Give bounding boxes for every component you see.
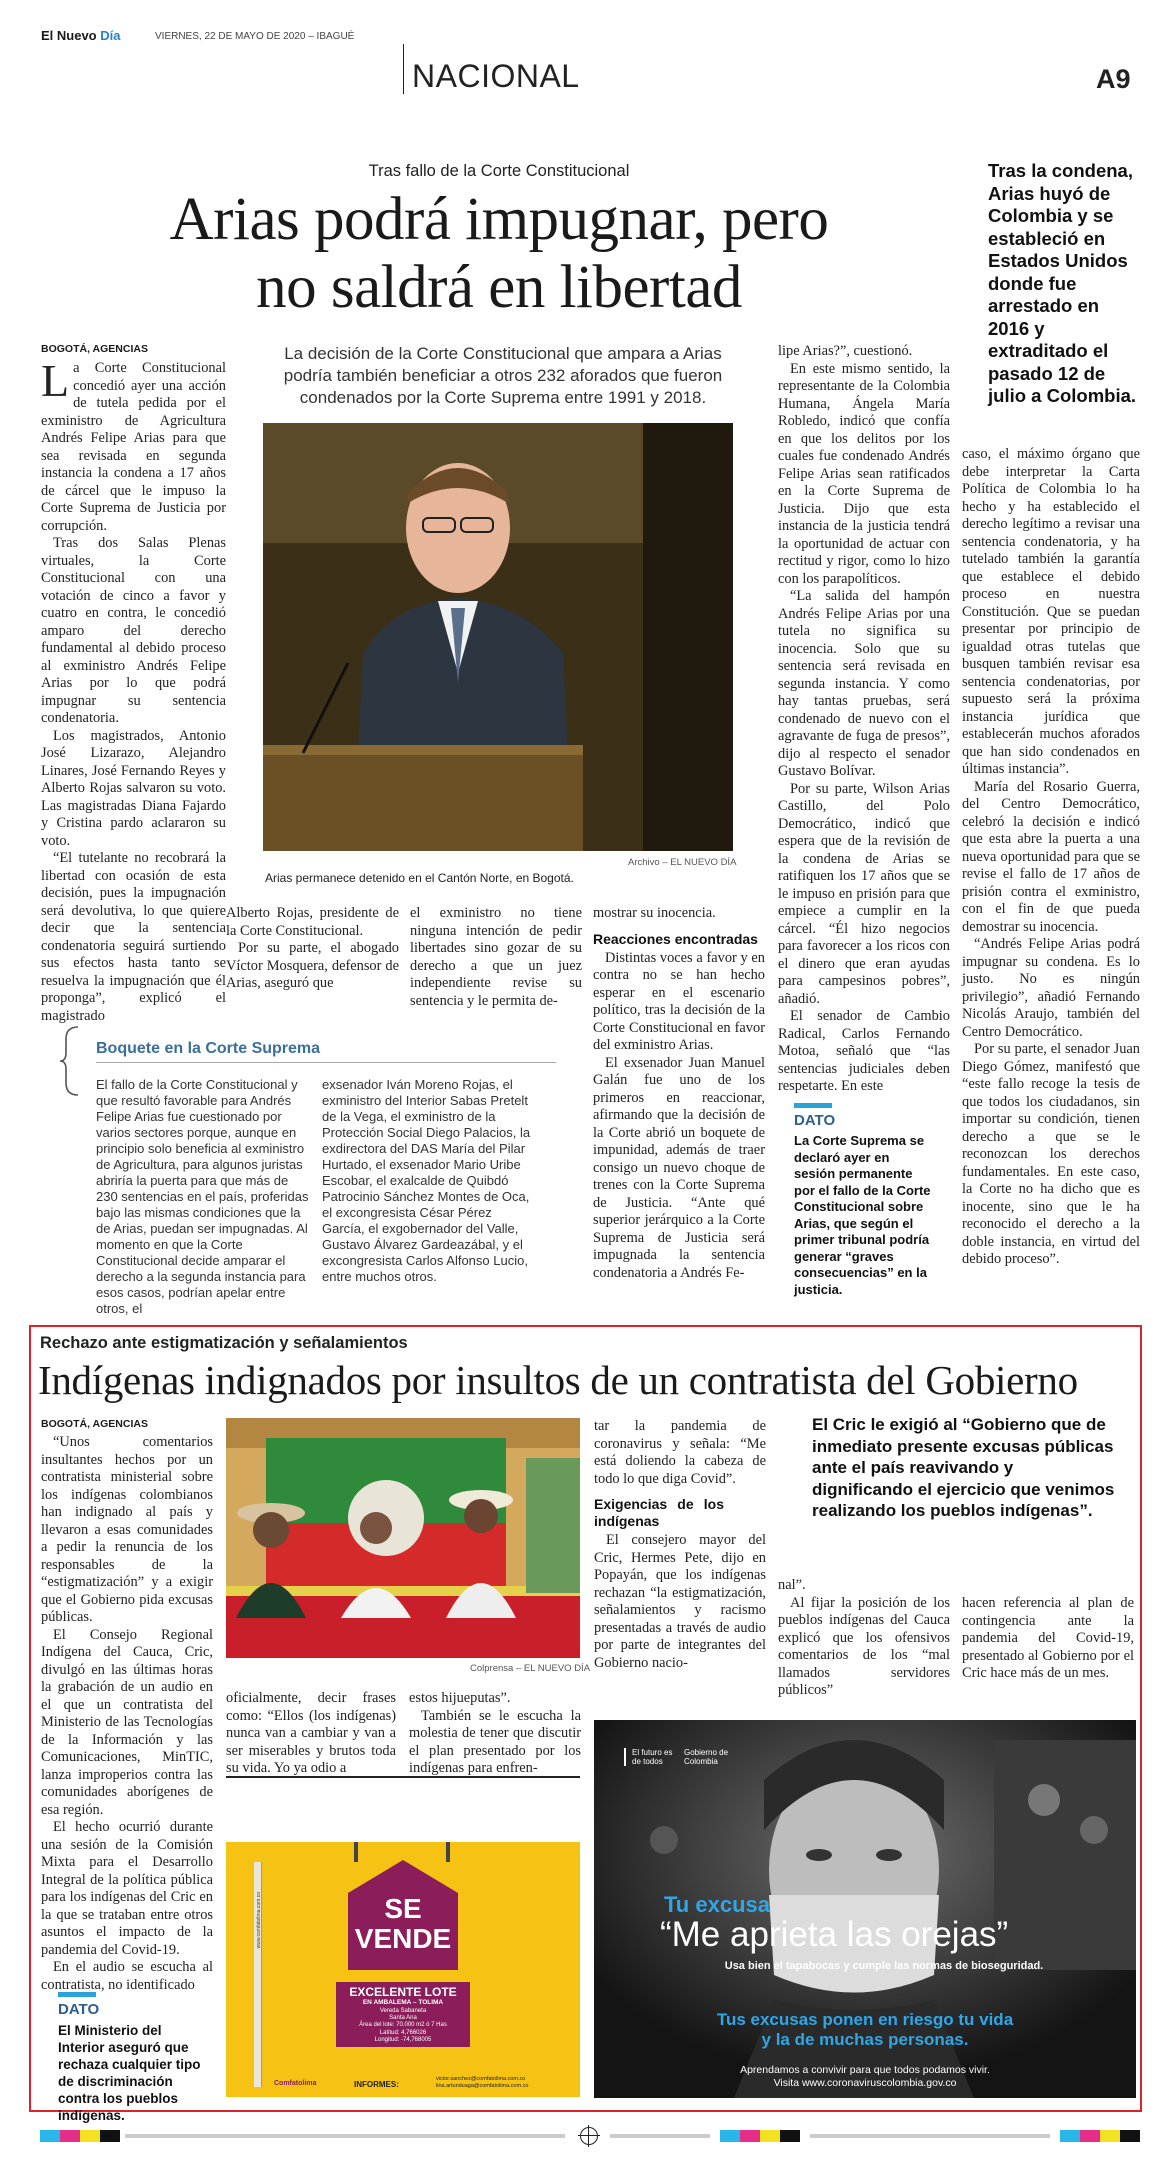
paragraph: Por su parte, el abogado Víctor Mosquera, defensor de Arias, aseguró que [226,940,399,991]
box-rule [96,1062,556,1063]
paragraph: María del Rosario Guerra, del Centro Democrático, celebró la decisión e indicó que esta abre la puerta a una nueva oportunidad para que se revise el fallo de 17 años de prisión contra el exministro, con el fin de que pueda demostrar su inocencia. [962,778,1140,935]
ad-detail-line: Longitud: -74,768005 [374,2036,432,2043]
paragraph: “Andrés Felipe Arias podrá impugnar su condena. Es lo justo. No es ningún privilegio”, añadió Fernando Nicolás Araujo, también del Centro Democrático. [962,936,1140,1040]
headline-line-1: Arias podrá impugnar, pero [169,186,829,253]
ad-gov-foot-line: Aprendamos a convivir para que todos podamos vivir. [740,2064,990,2076]
ad-lote-panel [336,1982,470,2047]
dato-label: DATO [58,2001,100,2018]
box-title: Boquete en la Corte Suprema [96,1040,321,1057]
ad-details [336,2008,470,2044]
dato-accent [58,1992,96,1997]
paragraph: Los magistrados, Antonio José Lizarazo, Alejandro Linares, José Fernando Reyes y Alberto Rojas salvaron su voto. Las magistradas Diana Fajardo y Cristina pardo aclararon su voto. [41,727,226,849]
article1-headline [40,186,958,322]
paragraph: “El tutelante no recobrará la libertad con ocasión de esta decisión, pues la impugnación será devolutiva, lo que quiere decir que la sentencia condenatoria seguirá surtiendo sus efectos hasta tanto se resuelva la impugnación que él proponga”, explicó el magistrado [41,850,226,1024]
article2-kicker: Rechazo ante estigmatización y señalamientos [40,1334,408,1352]
article1-col-1 [41,355,226,1025]
ad-vertical-url: www.comfatolima.com.co [256,1892,262,1949]
paragraph: oficialmente, decir frases como: “Ellos (los indígenas) nunca van a cambiar y van a ser miserables y brutos toda su vida. Yo ya odio a [226,1690,396,1776]
paragraph: caso, el máximo órgano que debe interpretar la Carta Política de Colombia lo ha hecho y ha establecido el derecho legítimo a revisar una sentencia condenatoria, y ha tutelado también la garantía que establece el debido proceso en nuestra Constitución. Que se puedan presentar por principio de igualdad otras tutelas que busquen también revisar esa sentencia condenatorias, por supuesto será la próxima instancia jurídica que establecerán muchos aforados que han sido condenados en últimas instancia”. [962,446,1140,777]
color-bar [40,2130,120,2142]
ad-detail-line: Área del lote: 70.000 m2 ó 7 Has [359,2022,447,2029]
paragraph: El consejero mayor del Cric, Hermes Pete, dijo en Popayán, que los indígenas rechazan “la estigmatización, señalamientos y racismo presentadas a través de audio por parte de integrantes del Gobierno nacio- [594,1532,766,1671]
registration-mark-icon [580,2127,598,2145]
ad-gov-sub: Usa bien el tapabocas y cumple las normas de bioseguridad. [724,1960,1044,1972]
ad-detail-line: Latitud: 4,766026 [379,2029,427,2036]
article1-kicker: Tras fallo de la Corte Constitucional [368,162,630,180]
dato-label: DATO [794,1112,836,1129]
article2-photo-credit: Colprensa – EL NUEVO DÍA [470,1663,591,1674]
dato-text: El Ministerio del Interior aseguró que rechaza cualquier tipo de discriminación contra los pueblos indígenas. [58,2023,201,2123]
color-bar [1060,2130,1140,2142]
article1-photo-caption: Arias permanece detenido en el Cantón Norte, en Bogotá. [265,871,574,885]
section-title: NACIONAL [412,58,580,94]
paragraph: Tras dos Salas Plenas virtuales, la Corte Constitucional con una votación de cinco a favor y cuatro en contra, le concedió amparo del derecho fundamental al debido proceso al exministro Andrés Felipe Arias por lo que podrá impugnar su sentencia condenatoria. [41,535,226,726]
article2-col-6 [962,1595,1134,1683]
article2-col-5 [778,1577,950,1700]
article2-photo [226,1418,580,1658]
ad-gov-quote: “Me aprieta las orejas” [660,1915,1009,1954]
article2-col-2 [226,1690,396,1778]
photo-indigenas-illustration [226,1418,580,1658]
ad-gov-message [614,2010,1116,2050]
masthead-logo [41,28,120,43]
paragraph: El Consejo Regional Indígena del Cauca, Cric, divulgó en las últimas horas la grabación de un audio en el que un contratista del Ministerio de las Tecnologías de la Información y las Comunicaciones, MinTIC, lanza improperios contra las comunidades aborígenes de esa región. [41,1626,213,1818]
dato-text: La Corte Suprema se declaró ayer en sesión permanente por el fallo de la Corte Constitucional sobre Arias, que según el primer tribunal podría generar “graves consecuencias” en la justicia. [794,1133,931,1297]
dropcap: L [41,355,70,406]
section-divider [403,44,404,94]
ad-subtitle: EN AMBALEMA – TOLIMA [362,1999,444,2006]
article1-col-2 [226,905,399,993]
article1-photo [263,423,733,851]
subhead: Exigencias de los indígenas [594,1496,724,1529]
paragraph: estos hijueputas”. [409,1690,511,1706]
box-col-1: El fallo de la Corte Constitucional y que resultó favorable para Andrés Felipe Arias fue cuestionado por varios sectores porque, aunque en principio solo beneficia al exministro de Agricultura, para algunos juristas abriría la puerta para que más de 230 sentencias en el país, proferidas bajo las mismas condiciones que la de Arias, puedan ser impugnadas. Al momento en que la Corte Constitucional decide amparar el derecho a la segunda instancia para esos casos, podrían apelar entre otros, el [96,1077,309,1316]
article1-pullquote: Tras la condena, Arias huyó de Colombia y se estableció en Estados Unidos donde fue arrestado en 2016 y extraditado el pasado 12 de julio a Colombia. [988,160,1137,406]
dato-accent [794,1103,832,1108]
paragraph: El senador de Cambio Radical, Carlos Fernando Motoa, señaló que “las sentencias judiciales deben respetarte. En este [778,1008,950,1094]
ad-lote [226,1842,580,2097]
ad-gov-logo-a: El futuro es de todos [624,1748,680,1766]
chain-left [354,1842,358,1862]
paragraph: hacen referencia al plan de contingencia ante la pandemia del Covid-19, presentado al Gobierno por el Cric hace más de un mes. [962,1595,1134,1681]
article1-dato [794,1103,934,1298]
ad-contact: victor.sanchez@comfatolima.com.co [436,2076,526,2082]
paragraph: El exsenador Juan Manuel Galán fue uno de los primeros en reaccionar, afirmando que la decisión de la Corte abrió un boquete de impunidad, además de traer consigo un nuevo choque de trenes con la Corte Suprema de Justicia. “Ante qué superior jerárquico a la Corte Suprema de Justicia será impugnada la sentencia condenatoria a Andrés Fe- [593,1054,765,1281]
paragraph: el exministro no tiene ninguna intención de pedir libertades sino gozar de su derecho a que un juez independiente revise su sentencia y le permita de- [410,905,582,1009]
paragraph: “Unos comentarios insultantes hechos por un contratista ministerial sobre los indígenas colombianos han indignado al país y llevaron a esas comunidades a pedir la renuncia de los responsables de la “estigmatización” y a exigir que el Gobierno pida excusas públicas. [41,1434,213,1625]
ad-gov-logo-b: Gobierno de Colombia [684,1748,729,1766]
brace-icon [58,1025,84,1097]
paragraph: nal”. [778,1577,806,1593]
article1-col-4 [593,905,765,1282]
paragraph: “La salida del hampón Andrés Felipe Arias por una tutela no significa su inocencia. Solo que su sentencia será revisada en segunda instancia. Y como hay tantas pruebas, será condenado de nuevo con el agravante de fuga de presos”, dijo al respecto el senador Gustavo Bolívar. [778,588,950,779]
ad-se-vende [348,1894,458,1954]
article2-dato [58,1992,208,2124]
article1-photo-credit: Archivo – EL NUEVO DÍA [628,857,737,868]
ad-contacts [436,2076,528,2090]
ad-title: EXCELENTE LOTE [349,1985,457,1999]
color-bar [720,2130,800,2142]
article1-col-5 [778,343,950,1096]
article1-byline: BOGOTÁ, AGENCIAS [41,343,148,355]
article2-byline: BOGOTÁ, AGENCIAS [41,1418,148,1430]
subhead: Reacciones encontradas [593,930,758,947]
article1-col-6 [962,446,1140,1269]
registration-rule [125,2134,565,2138]
logo-text-accent: Día [100,28,121,43]
ad-gobierno [594,1720,1136,2098]
ad-vende: VENDE [354,1923,452,1954]
photo-arias-illustration [263,423,733,851]
paragraph: Alberto Rojas, presidente de la Corte Constitucional. [226,905,399,939]
ad-informes: INFORMES: [354,2080,399,2089]
registration-rule [810,2134,1050,2138]
ad-gov-footer [614,2064,1116,2090]
dateline: VIERNES, 22 DE MAYO DE 2020 – IBAGUÉ [155,31,355,42]
chain-right [446,1842,450,1862]
article1-col-3 [410,905,582,1010]
ad-gov-foot-line: Visita www.coronaviruscolombia.gov.co [773,2077,957,2089]
registration-rule [610,2134,710,2138]
paragraph: a Corte Constitucional concedió ayer una acción de tutela pedida por el exministro de Agricultura Andrés Felipe Arias para que sea revisada en segunda instancia la condena a 17 años de cárcel que le impuso la Corte Suprema de Justicia por corrupción. [41,360,226,534]
article1-deck: La decisión de la Corte Constitucional que ampara a Arias podría también beneficiar a otros 232 aforados que fueron condenados por la Corte Suprema entre 1991 y 2018. [283,344,723,407]
logo-text: El Nuevo [41,28,97,43]
ad-se: SE [384,1893,422,1924]
paragraph: mostrar su inocencia. [593,905,716,921]
box-col-2: exsenador Iván Moreno Rojas, el exministro del Interior Sabas Pretelt de la Vega, el exministro de la Protección Social Diego Palacios, la exdirectora del DAS María del Pilar Hurtado, el exsenador Mario Uribe Escobar, el exalcalde de Quibdó Patrocinio Sánchez Montes de Oca, el excongresista César Pérez García, el exgobernador del Valle, Gustavo Álvarez Gardeazábal, y el excongresista Carlos Alfonso Lucio, entre muchos otros. [322,1077,531,1284]
paragraph: Por su parte, Wilson Arias Castillo, del Polo Democrático, indicó que espera que de la revisión de la condena de Arias se ratifiquen los 17 años que se le impuso en prisión para que empiece a cumplir en la cárcel. “Él hizo negocios para favorecer a los ricos con el dinero que eran ayudas para campesinos pobres”, añadió. [778,780,950,1007]
article2-headline: Indígenas indignados por insultos de un contratista del Gobierno [38,1357,1078,1403]
article2-pullquote: El Cric le exigió al “Gobierno que de inmediato presente excusas públicas ante el país reavivando y dignificando el ejercicio que venimos realizando los pueblos indígenas”. [812,1415,1115,1520]
page-number: A9 [1096,64,1131,94]
article2-col-3 [409,1690,581,1778]
article2-col-1 [41,1434,213,1994]
ad-brand: Comfatolima [274,2080,317,2087]
paragraph: También se le escucha la molestia de tener que discutir el plan presentado por los indígenas para enfren- [409,1707,581,1776]
paragraph: Distintas voces a favor y en contra no se han hecho esperar en el escenario político, tras la decisión de la Corte Constitucional en favor del exministro Arias. [593,949,765,1053]
ad-top-rule [226,1776,580,1778]
paragraph: En el audio se escucha al contratista, no identificado [41,1959,213,1993]
paragraph: tar la pandemia de coronavirus y señala: “Me está doliendo la cabeza de todo lo que diga Covid”. [594,1418,766,1487]
paragraph: En este mismo sentido, la representante de la Colombia Humana, Ángela María Robledo, indicó que confía en que los delitos por los cuales fue condenado Andrés Felipe Arias sean ratificados en la Corte Suprema de Justicia. Dijo que esta instancia de la justicia tendrá la oportunidad de actuar con rectitud y rigor, como lo hizo con los parapolíticos. [778,360,950,587]
ad-detail-line: Vereda Sabaneta [379,2008,427,2014]
paragraph: El hecho ocurrió durante una sesión de la Comisión Mixta para el Desarrollo Integral de la política pública para los indígenas del Cric en la que se trataban entre otros asuntos el impacto de la pandemia del Covid-19. [41,1819,213,1958]
article2-col-4 [594,1418,766,1672]
paragraph: Al fijar la posición de los pueblos indígenas del Cauca explicó que los ofensivos comentarios de los “mal llamados servidores públicos” [778,1594,950,1698]
ad-gov-tag: Tu excusa [664,1892,770,1917]
ad-gov-msg-line: Tus excusas ponen en riesgo tu vida [716,2010,1014,2029]
paragraph: lipe Arias?”, cuestionó. [778,343,913,359]
ad-contact: lina.artunduaga@comfatolima.com.co [436,2083,529,2089]
ad-detail-line: Santa Ana [389,2015,417,2022]
ad-gov-msg-line: y la de muchas personas. [761,2030,969,2049]
paragraph: Por su parte, el senador Juan Diego Gómez, manifestó que “este fallo recoge la tesis de que todos los ciudadanos, sin importar su condición, tienen derecho a que se le reconozcan los derechos fundamentales. En este caso, la Corte no ha dicho que es inocente, sino que le ha reconocido el derecho a la doble instancia, en virtud del debido proceso”. [962,1041,1140,1267]
headline-line-2: no saldrá en libertad [256,254,742,321]
